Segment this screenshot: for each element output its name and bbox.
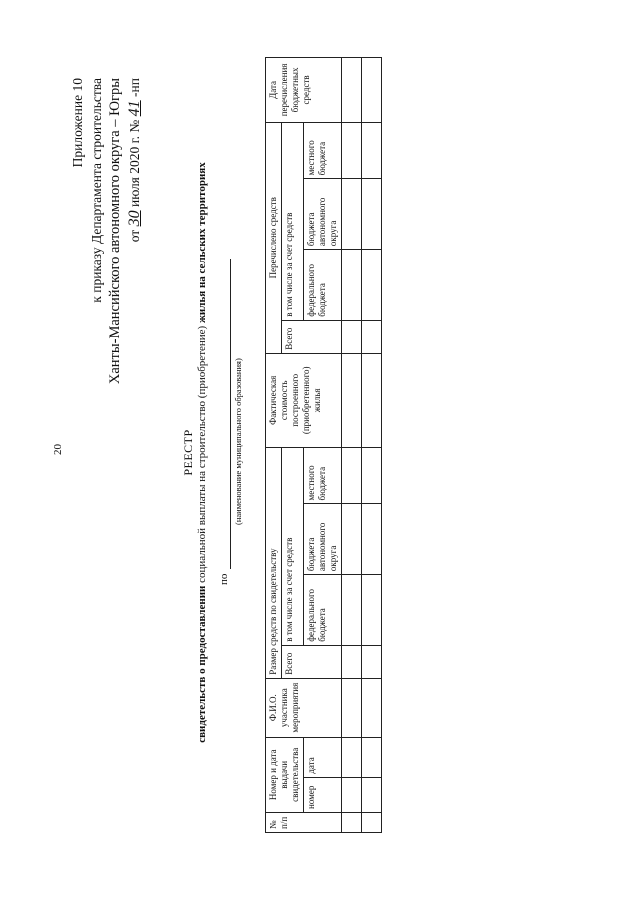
header-row-1 [266,58,282,833]
registry-table [265,57,382,833]
header-total2: Всего [282,320,342,353]
title-line [195,0,209,905]
title-bold-part2: жилья на сельских территориях [196,162,208,324]
reestr-heading: РЕЕСТР [181,429,195,476]
table-row [342,58,362,833]
header-incl2: в том числе за счет средств [282,122,304,320]
order-day: 30 [126,210,143,227]
appendix-line1: Приложение 10 [70,78,85,168]
appendix-line4 [125,78,144,384]
header-total: Всего [282,645,342,678]
municipality-line [230,259,231,569]
document-title [181,0,209,905]
appendix-line3: Ханты-Мансийского автономного округа – Югры [107,78,123,385]
appendix-from: от [127,226,142,243]
header-ao2: бюджета автономного округа [304,179,342,250]
header-incl: в том числе за счет средств [282,447,304,645]
header-date: Дата перечисления бюджетных средств [266,58,342,123]
page-number: 20 [52,444,64,455]
title-normal-part: социальной выплаты на строительство (приобретение) [196,323,208,586]
header-federal2: федерального бюджета [304,250,342,321]
table-row [362,58,382,833]
municipality-caption: (наименование муниципального образования) [233,358,243,525]
header-fio: Ф.И.О. участника мероприятия [266,678,342,737]
header-federal: федерального бюджета [304,575,342,646]
header-cert-date: дата [304,737,342,777]
header-size: Размер средств по свидетельству [266,447,282,678]
appendix-month: июля 2020 г. № [127,116,142,211]
appendix-header [68,78,144,384]
header-num: № п/п [266,812,342,832]
appendix-suffix: -нп [127,78,142,101]
header-ao: бюджета автономного округа [304,504,342,575]
header-local: местного бюджета [304,447,342,504]
po-label: по [218,573,230,585]
appendix-line2: к приказу Департамента строительства [89,78,104,303]
header-transferred: Перечислено средств [266,122,282,353]
header-cert: Номер и дата выдачи свидетельства [266,737,304,812]
header-actual: Фактическая стоимость построенного (приобретенного) жилья [266,353,342,447]
header-cert-number: номер [304,777,342,812]
order-number: 41 [126,100,143,117]
title-bold-part1: свидетельств о предоставлении [196,585,208,743]
header-local2: местного бюджета [304,122,342,179]
